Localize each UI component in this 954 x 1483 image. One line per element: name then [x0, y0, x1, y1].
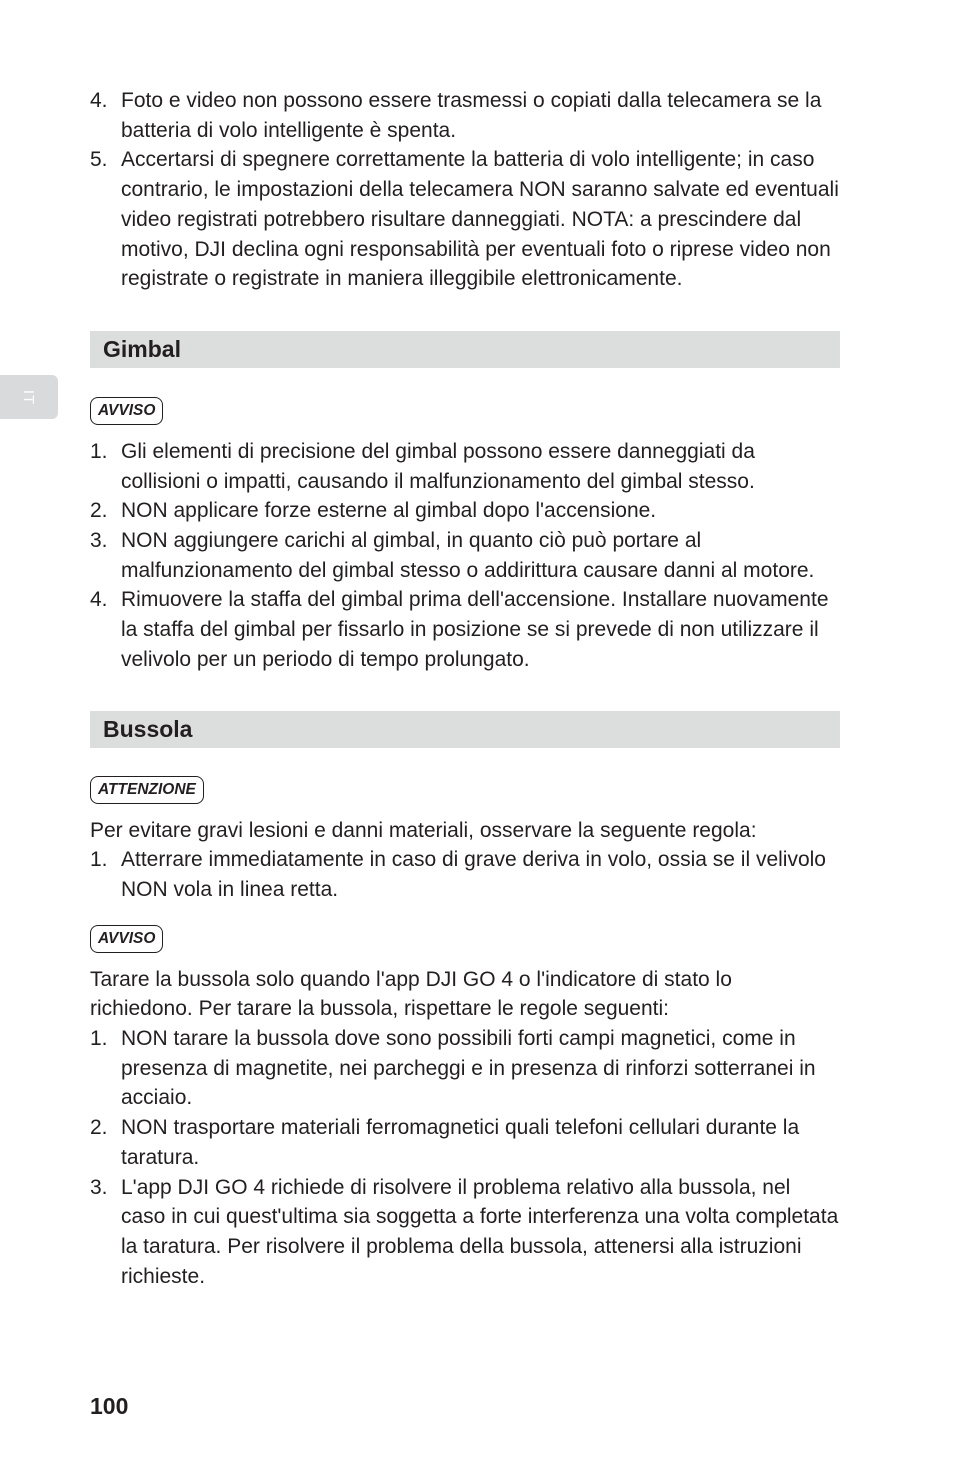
list-item-text: NON aggiungere carichi al gimbal, in quanto ciò può portare al malfunzionamento del gimbal stesso o addirittura causare danni al motore. — [121, 529, 815, 582]
list-item-text: Foto e video non possono essere trasmessi o copiati dalla telecamera se la batteria di volo intelligente è spenta. — [121, 89, 822, 142]
list-item — [90, 86, 840, 145]
page-number: 100 — [90, 1393, 129, 1419]
list-item-text: L'app DJI GO 4 richiede di risolvere il problema relativo alla bussola, nel caso in cui quest'ultima sia soggetta a forte interferenza una volta completata la taratura. Per risolvere il problema della bussola, attenersi alla istruzioni richieste. — [121, 1175, 839, 1288]
section-header-gimbal — [90, 331, 840, 368]
section-title: Gimbal — [103, 335, 181, 362]
list-item — [90, 496, 840, 526]
list-item — [90, 145, 840, 294]
warning-badge: ATTENZIONE — [90, 776, 204, 804]
list-item — [90, 526, 840, 585]
list-item-text: NON trasportare materiali ferromagnetici quali telefoni cellulari durante la taratura. — [121, 1116, 800, 1169]
list-item-text: Accertarsi di spegnere correttamente la batteria di volo intelligente; in caso contrario, le impostazioni della telecamera NON saranno salvate ed eventuali video registrati potrebbero risultare danneggiati. NOTA: a prescindere dal motivo, DJI declina ogni responsabilità per eventuali foto o riprese video non registrate o registrate in maniera illeggibile elettronicamente. — [121, 148, 839, 291]
notice-badge-wrap — [90, 397, 840, 425]
list-item-number: 4. — [90, 588, 108, 612]
list-item-number: 1. — [90, 848, 108, 872]
list-item — [90, 585, 840, 674]
list-item-text: NON tarare la bussola dove sono possibili forti campi magnetici, come in presenza di magnetite, nei parcheggi e in presenza di rinforzi sotterranei in acciaio. — [121, 1027, 816, 1110]
list-item-number: 2. — [90, 1116, 108, 1140]
list-item — [90, 1173, 840, 1292]
list-item-number: 4. — [90, 89, 108, 112]
notice-list — [90, 1024, 840, 1291]
list-item-number: 2. — [90, 499, 108, 523]
list-item-number: 3. — [90, 529, 108, 553]
notice-intro: Tarare la bussola solo quando l'app DJI GO 4 o l'indicatore di stato lo richiedono. Per tarare la bussola, rispettare le regole seguenti: — [90, 967, 732, 1021]
list-item — [90, 1024, 840, 1113]
list-item-text: Gli elementi di precisione del gimbal possono essere danneggiati da collisioni o impatti, causando il malfunzionamento del gimbal stesso. — [121, 439, 755, 493]
warning-badge-wrap — [90, 776, 840, 804]
list-item-text: NON applicare forze esterne al gimbal dopo l'accensione. — [121, 499, 657, 523]
list-item-text: Atterrare immediatamente in caso di grave deriva in volo, ossia se il velivolo NON vola in linea retta. — [121, 848, 826, 901]
language-tab-label: IT — [20, 389, 38, 405]
notice-badge: AVVISO — [90, 925, 163, 953]
section-header-bussola — [90, 711, 840, 748]
list-item-number: 5. — [90, 148, 108, 172]
list-item — [90, 845, 840, 904]
language-tab — [0, 375, 58, 419]
list-item-text: Rimuovere la staffa del gimbal prima dell'accensione. Installare nuovamente la staffa del gimbal per fissarlo in posizione se si prevede di non utilizzare il velivolo per un periodo di tempo prolungato. — [121, 588, 829, 671]
notice-badge-wrap — [90, 925, 840, 953]
list-item-number: 3. — [90, 1175, 108, 1199]
list-item — [90, 437, 840, 496]
gimbal-list — [90, 437, 840, 675]
intro-list — [90, 86, 840, 294]
page-content — [90, 86, 840, 1291]
list-item-number: 1. — [90, 1027, 108, 1051]
notice-badge: AVVISO — [90, 397, 163, 425]
section-title: Bussola — [103, 715, 193, 742]
warning-intro: Per evitare gravi lesioni e danni materiali, osservare la seguente regola: — [90, 818, 757, 842]
list-item-number: 1. — [90, 439, 108, 463]
list-item — [90, 1113, 840, 1172]
warning-list — [90, 845, 840, 904]
